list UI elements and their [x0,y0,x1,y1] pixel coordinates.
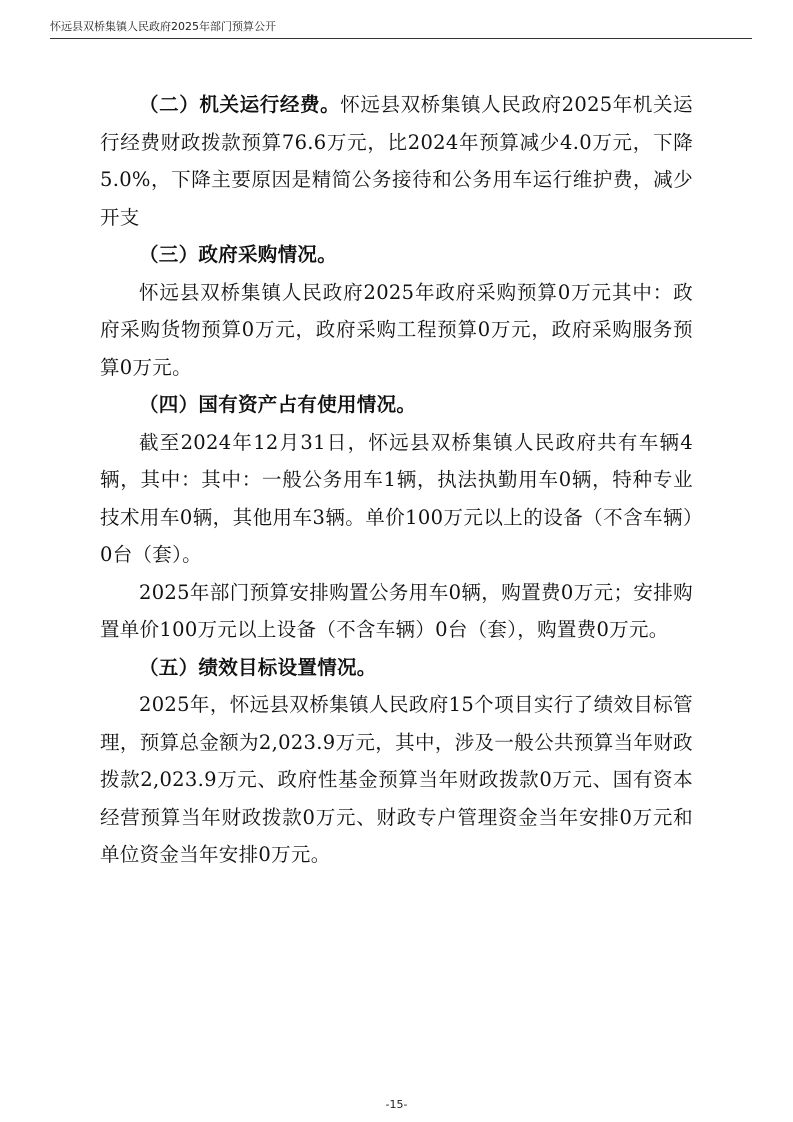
section-5-paragraph: 2025年，怀远县双桥集镇人民政府15个项目实行了绩效目标管理，预算总金额为2,023.9万元，其中，涉及一般公共预算当年财政拨款2,023.9万元、政府性基金预算当年财政拨款0万元、国有资本经营预算当年财政拨款0万元、财政专户管理资金当年安排0万元和单位资金当年安排0万元。 [100,693,693,866]
section-4-heading: （四）国有资产占有使用情况。 [139,393,417,416]
section-3-paragraph: 怀远县双桥集镇人民政府2025年政府采购预算0万元其中：政府采购货物预算0万元，政府采购工程预算0万元，政府采购服务预算0万元。 [100,280,693,379]
section-5-heading: （五）绩效目标设置情况。 [139,655,377,679]
section-4-paragraph-vehicles: 截至2024年12月31日，怀远县双桥集镇人民政府共有车辆4辆，其中：其中：一般公务用车1辆，执法执勤用车0辆，特种专业技术用车0辆，其他用车3辆。单价100万元以上的设备（不含车辆）0台（套）。 [100,430,693,566]
page-number: -15- [385,1098,408,1111]
document-header: 怀远县双桥集镇人民政府2025年部门预算公开 [50,20,752,39]
section-2-text: 怀远县双桥集镇人民政府2025年机关运行经费财政拨款预算76.6万元，比2024年预算减少4.0万元，下降5.0%，下降主要原因是精简公务接待和公务用车运行维护费，减少开支 [100,93,693,229]
section-2-heading: （二）机关运行经费。 [139,93,341,116]
section-4-paragraph-purchases: 2025年部门预算安排购置公务用车0辆，购置费0万元；安排购置单价100万元以上设备（不含车辆）0台（套），购置费0万元。 [100,580,693,641]
document-body [100,86,693,874]
section-3-heading: （三）政府采购情况。 [139,243,338,266]
section-2-paragraph [100,86,693,236]
